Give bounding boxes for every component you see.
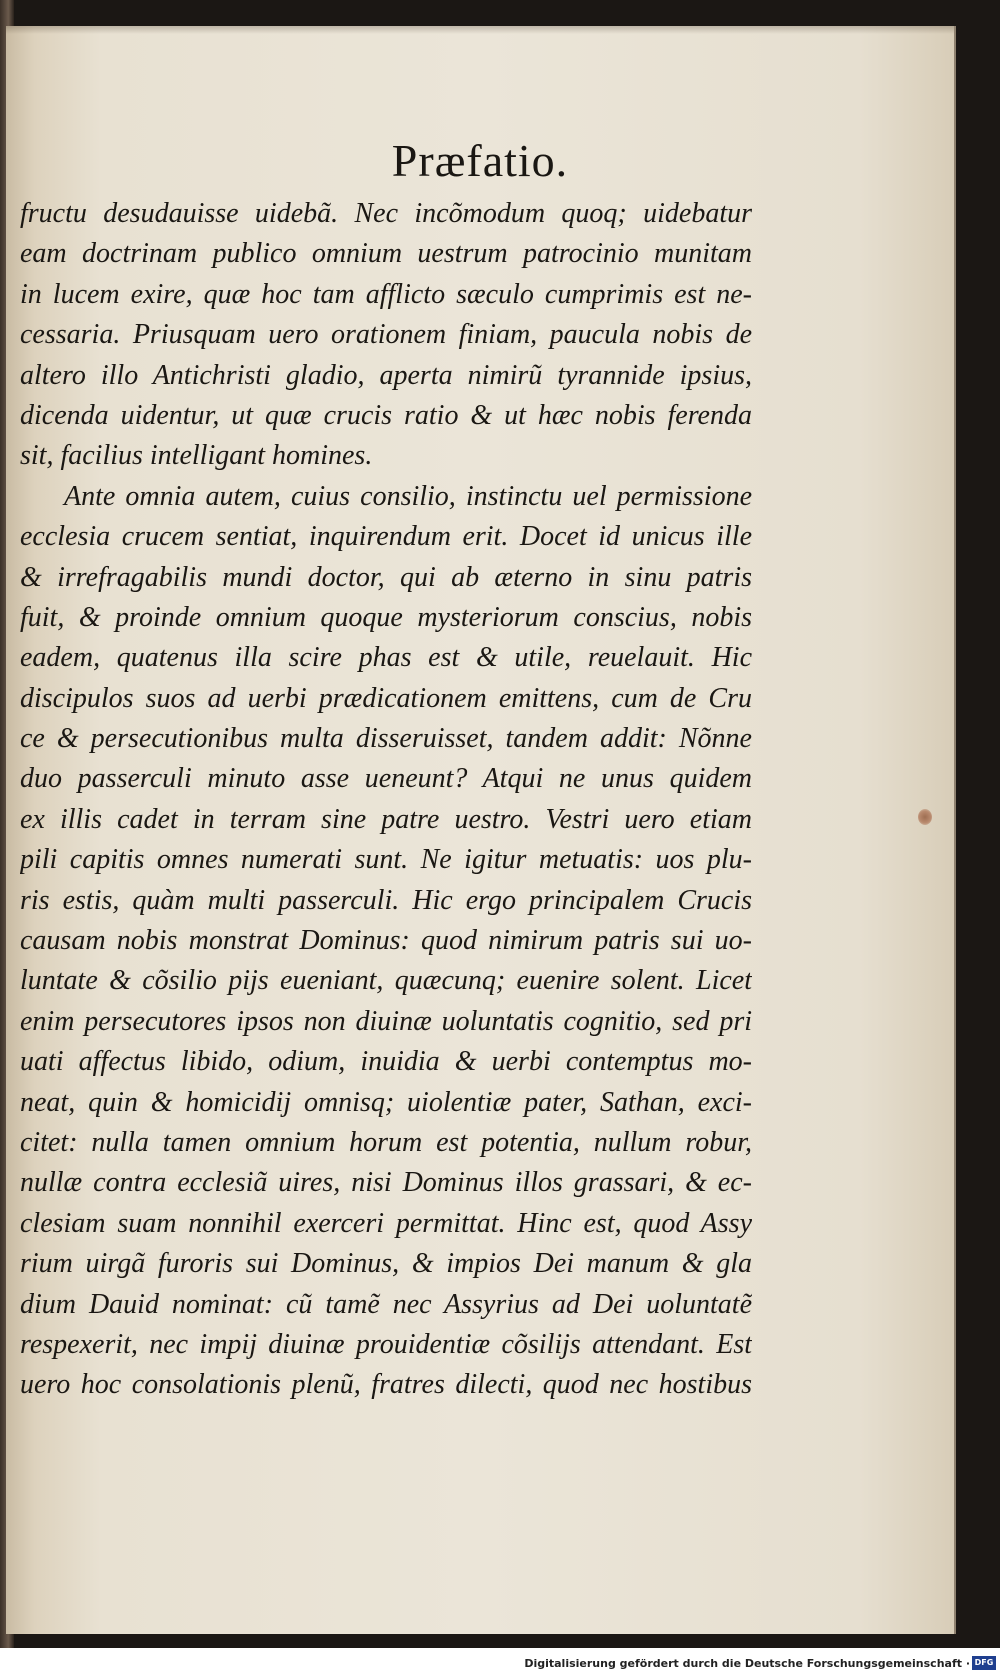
text-line: respexerit, nec impij diuinæ prouidentiæ cõsilijs attendant. Est: [20, 1328, 752, 1360]
text-line: pili capitis omnes numerati sunt. Ne igitur metuatis: uos plu-: [20, 844, 752, 876]
text-line: causam nobis monstrat Dominus: quod nimirum patris sui uo-: [20, 925, 752, 957]
text-line: Ante omnia autem, cuius consilio, instinctu uel permissione: [64, 480, 752, 512]
page-heading: Præfatio.: [391, 135, 569, 186]
text-line: ris estis, quàm multi passerculi. Hic ergo principalem Crucis: [20, 884, 752, 916]
text-line: neat, quin & homicidij omnisq; uiolentiæ pater, Sathan, exci-: [20, 1086, 752, 1118]
text-line: discipulos suos ad uerbi prædicationem emittens, cum de Cru: [20, 682, 752, 714]
text-line: nullæ contra ecclesiã uires, nisi Dominus illos grassari, & ec-: [20, 1167, 752, 1199]
text-line: eadem, quatenus illa scire phas est & utile, reuelauit. Hic: [20, 642, 752, 674]
text-line: citet: nulla tamen omnium horum est potentia, nullum robur,: [20, 1126, 752, 1158]
text-line: sit, facilius intelligant homines.: [20, 440, 373, 472]
text-line: uati affectus libido, odium, inuidia & uerbi contemptus mo-: [20, 1046, 752, 1078]
text-line: luntate & cõsilio pijs eueniant, quæcunq; euenire solent. Licet: [20, 965, 752, 997]
digitization-credit: Digitalisierung gefördert durch die Deutsche Forschungsgemeinschaft ·: [524, 1657, 970, 1670]
paper-stain: [918, 809, 932, 825]
book-page: [6, 26, 956, 1634]
text-line: altero illo Antichristi gladio, aperta nimirũ tyrannide ipsius,: [20, 359, 752, 391]
text-line: clesiam suam nonnihil exerceri permittat. Hinc est, quod Assy: [20, 1207, 752, 1239]
text-line: dicenda uidentur, ut quæ crucis ratio & ut hæc nobis ferenda: [20, 399, 752, 431]
text-line: ex illis cadet in terram sine patre uestro. Vestri uero etiam: [20, 803, 752, 835]
dfg-logo: DFG: [972, 1656, 996, 1670]
text-line: rium uirgã furoris sui Dominus, & impios Dei manum & gla: [20, 1248, 752, 1280]
text-line: duo passerculi minuto asse ueneunt? Atqui ne unus quidem: [20, 763, 752, 795]
text-line: fuit, & proinde omnium quoque mysteriorum conscius, nobis: [20, 601, 752, 633]
text-line: ecclesia crucem sentiat, inquirendum erit. Docet id unicus ille: [20, 521, 752, 553]
text-line: eam doctrinam publico omnium uestrum patrocinio munitam: [20, 238, 752, 270]
text-line: enim persecutores ipsos non diuinæ uoluntatis cognitio, sed pri: [20, 1005, 752, 1037]
body-text: [20, 194, 752, 1406]
page-top-shadow: [6, 26, 954, 34]
text-line: & irrefragabilis mundi doctor, qui ab æterno in sinu patris: [20, 561, 752, 593]
text-line: fructu desudauisse uidebã. Nec incõmodum quoq; uidebatur: [20, 198, 752, 229]
text-line: uero hoc consolationis plenũ, fratres dilecti, quod nec hostibus: [20, 1369, 752, 1401]
text-line: dium Dauid nominat: cũ tamẽ nec Assyrius ad Dei uoluntatẽ: [20, 1288, 752, 1320]
text-line: ce & persecutionibus multa disseruisset, tandem addit: Nõnne: [20, 723, 752, 755]
text-line: cessaria. Priusquam uero orationem finiam, paucula nobis de: [20, 319, 752, 351]
text-line: in lucem exire, quæ hoc tam afflicto sæculo cumprimis est ne-: [20, 278, 752, 310]
